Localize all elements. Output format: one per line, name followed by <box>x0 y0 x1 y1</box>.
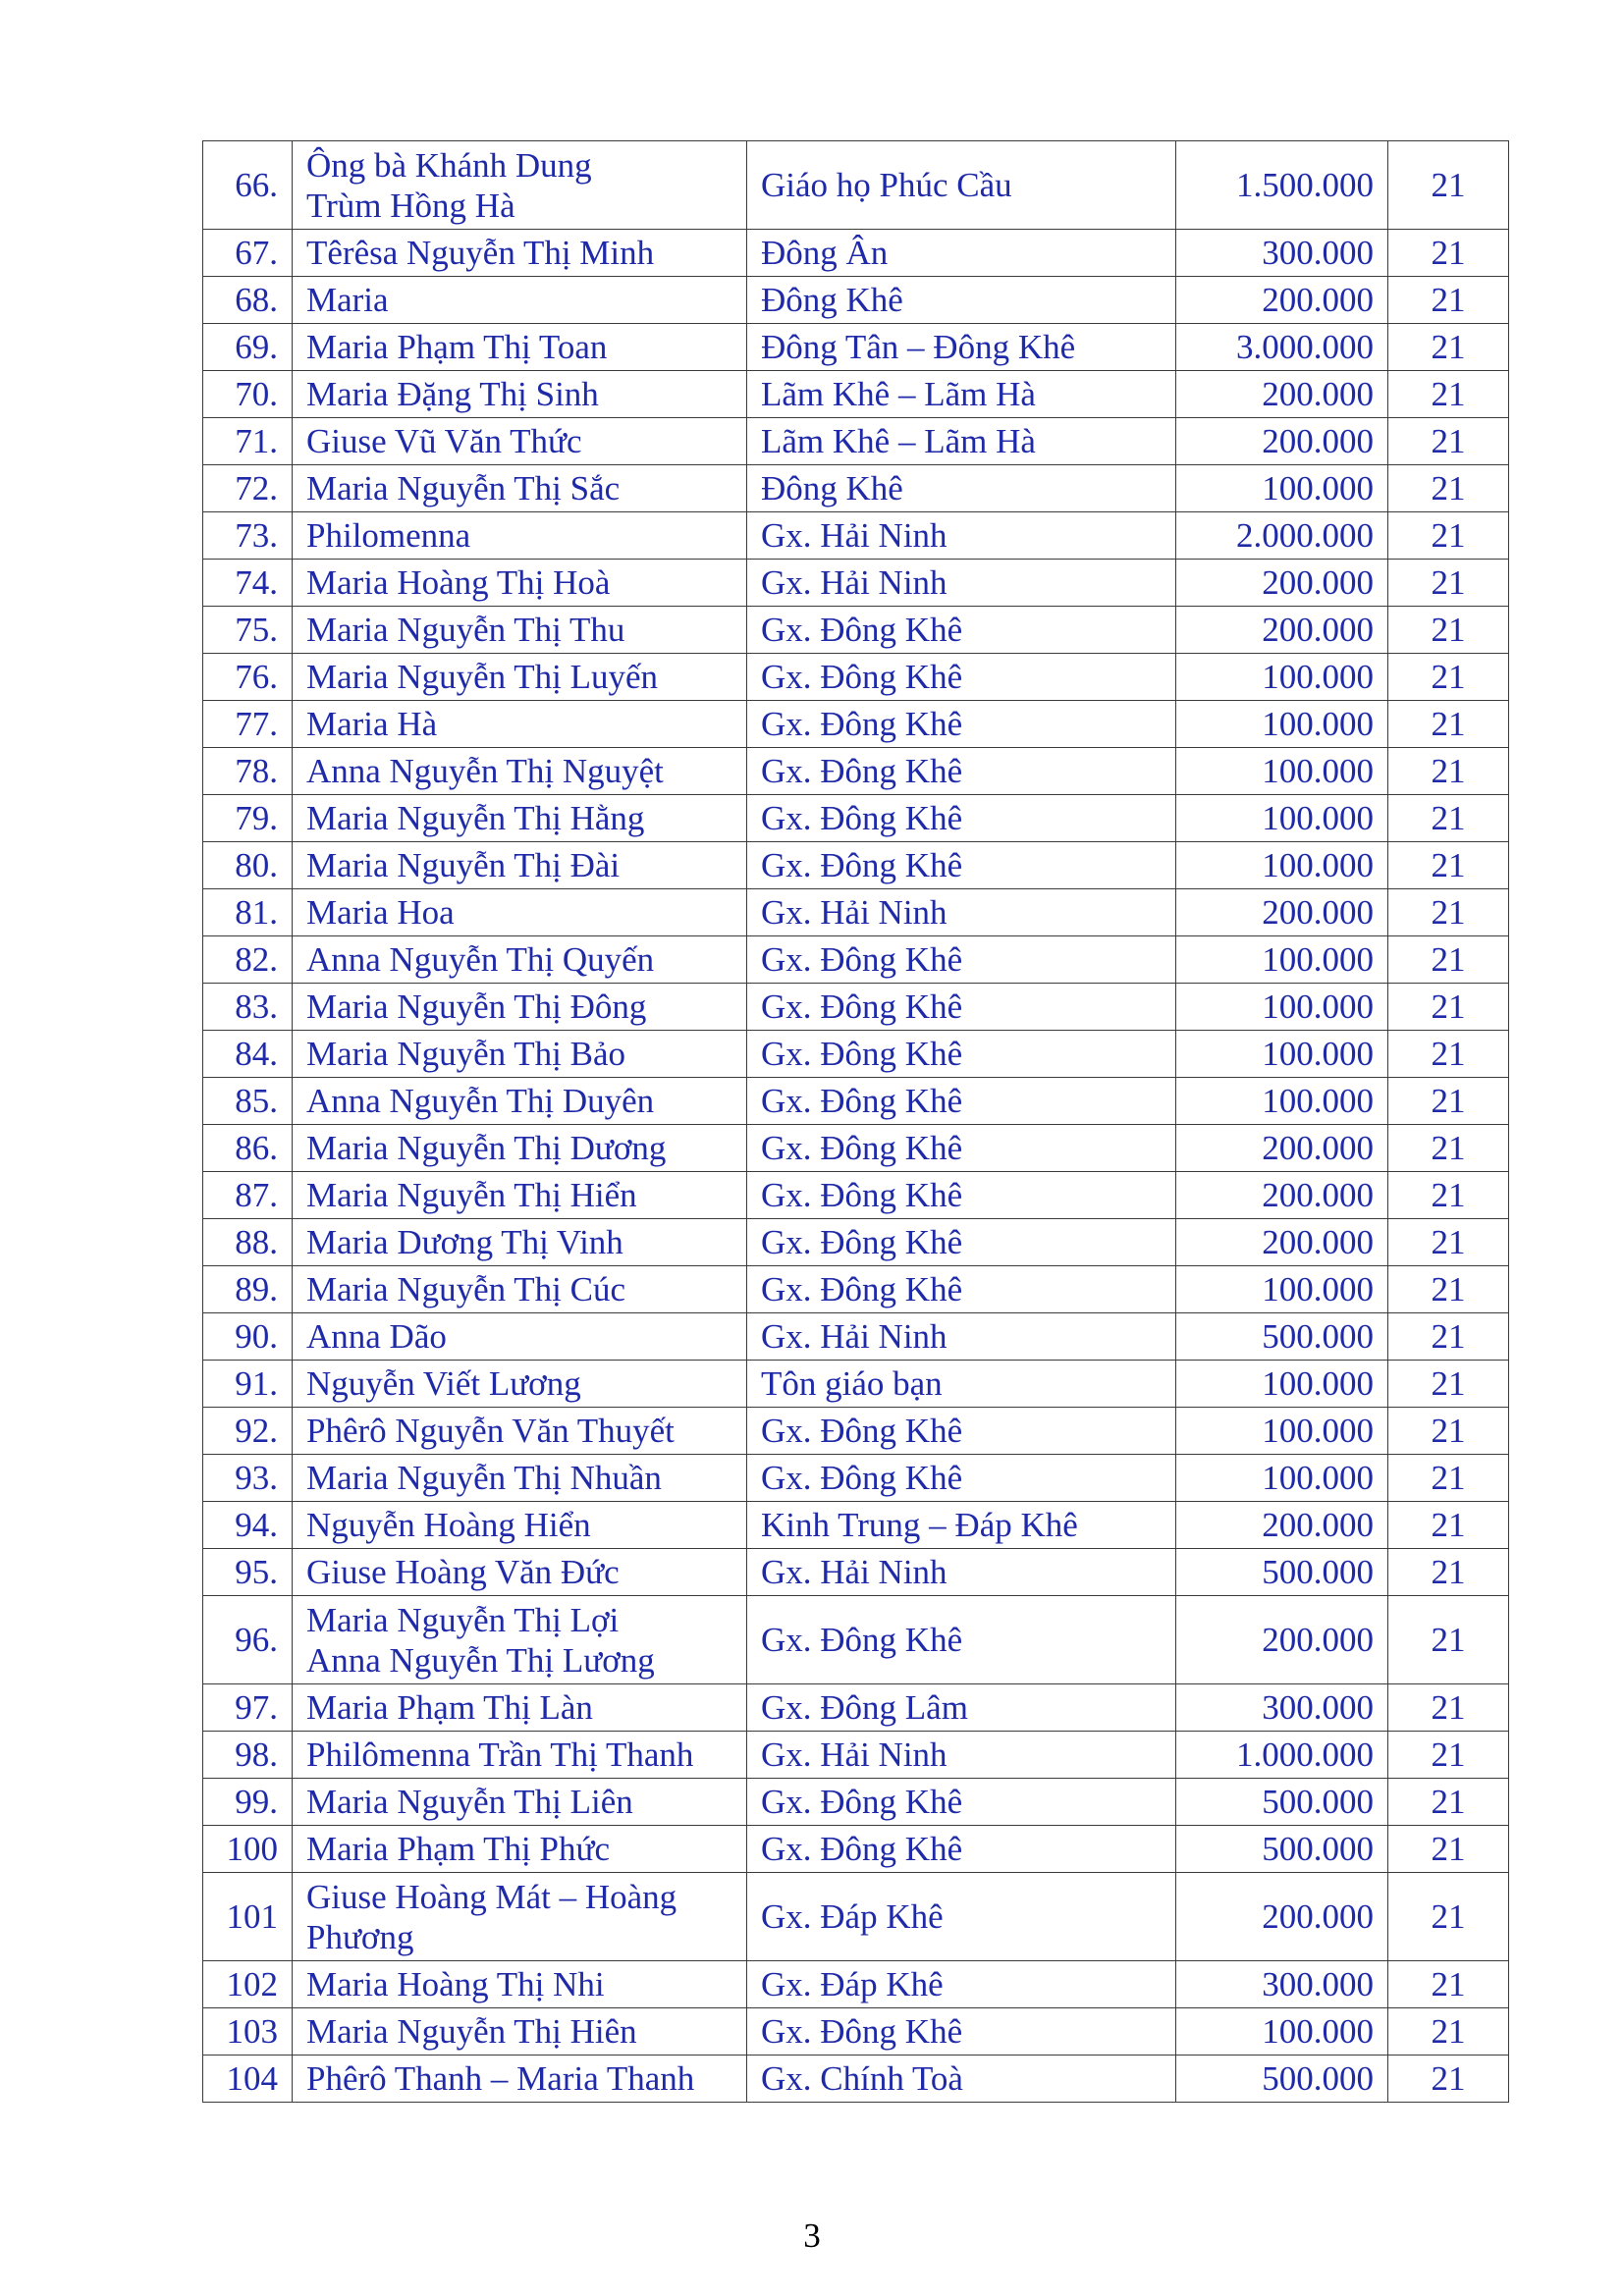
parish-cell: Gx. Chính Toà <box>747 2056 1176 2103</box>
code-cell: 21 <box>1388 607 1509 654</box>
amount-cell: 300.000 <box>1176 1684 1388 1732</box>
code-cell: 21 <box>1388 701 1509 748</box>
row-number-cell: 71. <box>203 418 293 465</box>
code-cell: 21 <box>1388 2056 1509 2103</box>
amount-cell: 100.000 <box>1176 1078 1388 1125</box>
table-row <box>203 1596 1509 1684</box>
row-number-cell: 100 <box>203 1826 293 1873</box>
code-cell: 21 <box>1388 1684 1509 1732</box>
code-cell: 21 <box>1388 795 1509 842</box>
amount-cell: 200.000 <box>1176 1219 1388 1266</box>
parish-cell: Gx. Đông Khê <box>747 607 1176 654</box>
code-cell: 21 <box>1388 984 1509 1031</box>
parish-cell: Đông Ân <box>747 230 1176 277</box>
donor-name-line: Anna Nguyễn Thị Duyên <box>306 1082 655 1120</box>
donor-name-cell <box>293 1361 747 1408</box>
table-row <box>203 1361 1509 1408</box>
amount-cell: 200.000 <box>1176 418 1388 465</box>
donor-name-cell <box>293 560 747 607</box>
donor-name-line: Têrêsa Nguyễn Thị Minh <box>306 234 655 272</box>
code-cell: 21 <box>1388 1172 1509 1219</box>
table-row <box>203 654 1509 701</box>
donor-name-cell <box>293 936 747 984</box>
donor-name-line: Nguyễn Viết Lương <box>306 1364 581 1403</box>
table-row <box>203 1313 1509 1361</box>
row-number-cell: 82. <box>203 936 293 984</box>
row-number-cell: 75. <box>203 607 293 654</box>
donation-table-body <box>203 141 1509 2103</box>
parish-cell: Gx. Đông Khê <box>747 1596 1176 1684</box>
parish-cell: Gx. Đông Lâm <box>747 1684 1176 1732</box>
code-cell: 21 <box>1388 512 1509 560</box>
code-cell: 21 <box>1388 324 1509 371</box>
parish-cell: Gx. Hải Ninh <box>747 889 1176 936</box>
parish-cell: Gx. Hải Ninh <box>747 1549 1176 1596</box>
code-cell: 21 <box>1388 1961 1509 2008</box>
donor-name-line: Anna Nguyễn Thị Nguyệt <box>306 752 664 790</box>
parish-cell: Gx. Hải Ninh <box>747 560 1176 607</box>
parish-cell: Đông Khê <box>747 277 1176 324</box>
row-number-cell: 90. <box>203 1313 293 1361</box>
parish-cell: Gx. Đông Khê <box>747 1031 1176 1078</box>
donor-name-cell <box>293 512 747 560</box>
code-cell: 21 <box>1388 418 1509 465</box>
table-row <box>203 1266 1509 1313</box>
donor-name-cell <box>293 1684 747 1732</box>
donor-name-line: Phương <box>306 1917 414 1956</box>
donor-name-cell <box>293 654 747 701</box>
table-row <box>203 1172 1509 1219</box>
parish-cell: Gx. Đông Khê <box>747 1266 1176 1313</box>
donor-name-cell <box>293 2056 747 2103</box>
donor-name-line: Maria Nguyễn Thị Đông <box>306 988 647 1026</box>
row-number-cell: 67. <box>203 230 293 277</box>
donor-name-line: Maria Nguyễn Thị Bảo <box>306 1035 625 1073</box>
donor-name-line: Nguyễn Hoàng Hiển <box>306 1506 591 1544</box>
code-cell: 21 <box>1388 371 1509 418</box>
amount-cell: 100.000 <box>1176 1408 1388 1455</box>
row-number-cell: 96. <box>203 1596 293 1684</box>
row-number-cell: 86. <box>203 1125 293 1172</box>
parish-cell: Gx. Đông Khê <box>747 1455 1176 1502</box>
code-cell: 21 <box>1388 1361 1509 1408</box>
row-number-cell: 85. <box>203 1078 293 1125</box>
parish-cell: Gx. Đông Khê <box>747 1078 1176 1125</box>
donor-name-line: Trùm Hồng Hà <box>306 186 515 225</box>
code-cell: 21 <box>1388 1549 1509 1596</box>
amount-cell: 200.000 <box>1176 889 1388 936</box>
donor-name-line: Philômenna Trần Thị Thanh <box>306 1735 694 1774</box>
donor-name-line: Anna Nguyễn Thị Quyến <box>306 940 655 979</box>
donation-table <box>202 140 1509 2103</box>
table-row <box>203 1684 1509 1732</box>
donor-name-cell <box>293 1125 747 1172</box>
row-number-cell: 102 <box>203 1961 293 2008</box>
donor-name-cell <box>293 418 747 465</box>
donor-name-line: Giuse Hoàng Văn Đức <box>306 1553 620 1591</box>
donor-name-cell <box>293 1502 747 1549</box>
parish-cell: Gx. Đông Khê <box>747 2008 1176 2056</box>
table-row <box>203 1219 1509 1266</box>
donor-name-line: Maria Nguyễn Thị Luyến <box>306 658 659 696</box>
code-cell: 21 <box>1388 1779 1509 1826</box>
parish-cell: Gx. Đông Khê <box>747 1219 1176 1266</box>
amount-cell: 200.000 <box>1176 1502 1388 1549</box>
row-number-cell: 81. <box>203 889 293 936</box>
donor-name-line: Maria Nguyễn Thị Liên <box>306 1783 633 1821</box>
table-row <box>203 984 1509 1031</box>
donor-name-cell <box>293 701 747 748</box>
table-row <box>203 1732 1509 1779</box>
table-row <box>203 1078 1509 1125</box>
parish-cell: Gx. Đông Khê <box>747 1826 1176 1873</box>
donor-name-cell <box>293 842 747 889</box>
parish-cell: Tôn giáo bạn <box>747 1361 1176 1408</box>
code-cell: 21 <box>1388 560 1509 607</box>
amount-cell: 200.000 <box>1176 607 1388 654</box>
amount-cell: 2.000.000 <box>1176 512 1388 560</box>
donor-name-cell <box>293 1732 747 1779</box>
donor-name-cell <box>293 984 747 1031</box>
parish-cell: Gx. Đông Khê <box>747 1172 1176 1219</box>
parish-cell: Lãm Khê – Lãm Hà <box>747 371 1176 418</box>
table-row <box>203 748 1509 795</box>
donor-name-cell <box>293 141 747 230</box>
donor-name-line: Maria Phạm Thị Làn <box>306 1688 593 1727</box>
row-number-cell: 77. <box>203 701 293 748</box>
table-row <box>203 230 1509 277</box>
donor-name-line: Maria Phạm Thị Toan <box>306 328 608 366</box>
row-number-cell: 83. <box>203 984 293 1031</box>
table-row <box>203 1961 1509 2008</box>
donor-name-cell <box>293 230 747 277</box>
amount-cell: 1.000.000 <box>1176 1732 1388 1779</box>
donor-name-line: Maria Hoàng Thị Hoà <box>306 563 611 602</box>
row-number-cell: 80. <box>203 842 293 889</box>
donor-name-line: Giuse Hoàng Mát – Hoàng <box>306 1877 677 1916</box>
row-number-cell: 103 <box>203 2008 293 2056</box>
table-row <box>203 324 1509 371</box>
row-number-cell: 92. <box>203 1408 293 1455</box>
donor-name-line: Giuse Vũ Văn Thức <box>306 422 582 460</box>
donor-name-line: Anna Dão <box>306 1317 447 1356</box>
amount-cell: 100.000 <box>1176 465 1388 512</box>
table-row <box>203 1502 1509 1549</box>
table-row <box>203 1031 1509 1078</box>
code-cell: 21 <box>1388 936 1509 984</box>
donor-name-cell <box>293 1031 747 1078</box>
donor-name-line: Maria Phạm Thị Phức <box>306 1830 610 1868</box>
table-row <box>203 1549 1509 1596</box>
donor-name-line: Maria Đặng Thị Sinh <box>306 375 599 413</box>
row-number-cell: 74. <box>203 560 293 607</box>
donor-name-cell <box>293 1172 747 1219</box>
parish-cell: Gx. Đông Khê <box>747 701 1176 748</box>
parish-cell: Gx. Đáp Khê <box>747 1961 1176 2008</box>
amount-cell: 100.000 <box>1176 654 1388 701</box>
donor-name-line: Maria Dương Thị Vinh <box>306 1223 623 1261</box>
donor-name-line: Maria Nguyễn Thị Dương <box>306 1129 667 1167</box>
amount-cell: 200.000 <box>1176 1172 1388 1219</box>
amount-cell: 500.000 <box>1176 1313 1388 1361</box>
row-number-cell: 95. <box>203 1549 293 1596</box>
code-cell: 21 <box>1388 2008 1509 2056</box>
row-number-cell: 88. <box>203 1219 293 1266</box>
code-cell: 21 <box>1388 1031 1509 1078</box>
parish-cell: Gx. Hải Ninh <box>747 1732 1176 1779</box>
row-number-cell: 70. <box>203 371 293 418</box>
table-row <box>203 1826 1509 1873</box>
donor-name-line: Maria Nguyễn Thị Thu <box>306 611 625 649</box>
amount-cell: 500.000 <box>1176 1826 1388 1873</box>
donor-name-line: Maria Nguyễn Thị Hiển <box>306 1176 637 1214</box>
parish-cell: Giáo họ Phúc Cầu <box>747 141 1176 230</box>
parish-cell: Gx. Đông Khê <box>747 1408 1176 1455</box>
donor-name-cell <box>293 748 747 795</box>
donor-name-cell <box>293 371 747 418</box>
table-row <box>203 2056 1509 2103</box>
row-number-cell: 73. <box>203 512 293 560</box>
code-cell: 21 <box>1388 1408 1509 1455</box>
table-row <box>203 842 1509 889</box>
amount-cell: 100.000 <box>1176 1455 1388 1502</box>
code-cell: 21 <box>1388 889 1509 936</box>
code-cell: 21 <box>1388 748 1509 795</box>
donor-name-line: Maria <box>306 281 389 319</box>
donor-name-cell <box>293 1826 747 1873</box>
amount-cell: 100.000 <box>1176 701 1388 748</box>
table-row <box>203 889 1509 936</box>
table-row <box>203 465 1509 512</box>
donor-name-cell <box>293 1873 747 1961</box>
donor-name-line: Maria Nguyễn Thị Đài <box>306 846 621 884</box>
table-row <box>203 277 1509 324</box>
parish-cell: Đông Tân – Đông Khê <box>747 324 1176 371</box>
parish-cell: Gx. Đông Khê <box>747 748 1176 795</box>
row-number-cell: 91. <box>203 1361 293 1408</box>
amount-cell: 1.500.000 <box>1176 141 1388 230</box>
row-number-cell: 66. <box>203 141 293 230</box>
page-number: 3 <box>803 2216 821 2255</box>
table-row <box>203 141 1509 230</box>
amount-cell: 200.000 <box>1176 1596 1388 1684</box>
row-number-cell: 76. <box>203 654 293 701</box>
donor-name-line: Maria Nguyễn Thị Lợi <box>306 1600 620 1639</box>
row-number-cell: 78. <box>203 748 293 795</box>
donor-name-line: Maria Nguyễn Thị Cúc <box>306 1270 625 1308</box>
code-cell: 21 <box>1388 230 1509 277</box>
donor-name-line: Phêrô Nguyễn Văn Thuyết <box>306 1412 675 1450</box>
table-row <box>203 371 1509 418</box>
amount-cell: 200.000 <box>1176 1125 1388 1172</box>
amount-cell: 100.000 <box>1176 842 1388 889</box>
amount-cell: 100.000 <box>1176 795 1388 842</box>
donor-name-line: Anna Nguyễn Thị Lương <box>306 1640 655 1680</box>
donor-name-line: Ông bà Khánh Dung <box>306 145 592 185</box>
amount-cell: 500.000 <box>1176 2056 1388 2103</box>
donor-name-line: Philomenna <box>306 516 471 555</box>
donor-name-cell <box>293 1266 747 1313</box>
code-cell: 21 <box>1388 654 1509 701</box>
code-cell: 21 <box>1388 1266 1509 1313</box>
donor-name-cell <box>293 607 747 654</box>
row-number-cell: 97. <box>203 1684 293 1732</box>
code-cell: 21 <box>1388 141 1509 230</box>
code-cell: 21 <box>1388 1313 1509 1361</box>
donor-name-line: Maria Nguyễn Thị Hiên <box>306 2012 637 2051</box>
parish-cell: Gx. Đông Khê <box>747 1779 1176 1826</box>
donor-name-cell <box>293 889 747 936</box>
donor-name-cell <box>293 2008 747 2056</box>
amount-cell: 3.000.000 <box>1176 324 1388 371</box>
amount-cell: 100.000 <box>1176 1266 1388 1313</box>
donor-name-cell <box>293 277 747 324</box>
table-row <box>203 701 1509 748</box>
donor-name-cell <box>293 324 747 371</box>
parish-cell: Gx. Đông Khê <box>747 842 1176 889</box>
amount-cell: 200.000 <box>1176 560 1388 607</box>
table-row <box>203 560 1509 607</box>
table-row <box>203 936 1509 984</box>
row-number-cell: 87. <box>203 1172 293 1219</box>
donor-name-cell <box>293 1078 747 1125</box>
donor-name-cell <box>293 1549 747 1596</box>
parish-cell: Gx. Đáp Khê <box>747 1873 1176 1961</box>
table-row <box>203 1125 1509 1172</box>
donor-name-cell <box>293 465 747 512</box>
code-cell: 21 <box>1388 1596 1509 1684</box>
code-cell: 21 <box>1388 1826 1509 1873</box>
row-number-cell: 104 <box>203 2056 293 2103</box>
row-number-cell: 72. <box>203 465 293 512</box>
row-number-cell: 84. <box>203 1031 293 1078</box>
table-row <box>203 1779 1509 1826</box>
donor-name-cell <box>293 795 747 842</box>
donor-name-cell <box>293 1779 747 1826</box>
code-cell: 21 <box>1388 277 1509 324</box>
amount-cell: 500.000 <box>1176 1779 1388 1826</box>
code-cell: 21 <box>1388 1219 1509 1266</box>
table-row <box>203 607 1509 654</box>
amount-cell: 100.000 <box>1176 2008 1388 2056</box>
amount-cell: 200.000 <box>1176 371 1388 418</box>
donor-name-line: Maria Hoàng Thị Nhi <box>306 1965 605 2003</box>
amount-cell: 200.000 <box>1176 277 1388 324</box>
amount-cell: 100.000 <box>1176 1361 1388 1408</box>
amount-cell: 500.000 <box>1176 1549 1388 1596</box>
amount-cell: 200.000 <box>1176 1873 1388 1961</box>
parish-cell: Kinh Trung – Đáp Khê <box>747 1502 1176 1549</box>
amount-cell: 300.000 <box>1176 1961 1388 2008</box>
row-number-cell: 79. <box>203 795 293 842</box>
row-number-cell: 98. <box>203 1732 293 1779</box>
table-row <box>203 1455 1509 1502</box>
row-number-cell: 99. <box>203 1779 293 1826</box>
parish-cell: Gx. Hải Ninh <box>747 512 1176 560</box>
parish-cell: Gx. Đông Khê <box>747 936 1176 984</box>
code-cell: 21 <box>1388 465 1509 512</box>
donor-name-cell <box>293 1596 747 1684</box>
donor-name-cell <box>293 1219 747 1266</box>
row-number-cell: 93. <box>203 1455 293 1502</box>
amount-cell: 100.000 <box>1176 984 1388 1031</box>
table-row <box>203 418 1509 465</box>
row-number-cell: 94. <box>203 1502 293 1549</box>
code-cell: 21 <box>1388 1732 1509 1779</box>
amount-cell: 100.000 <box>1176 1031 1388 1078</box>
row-number-cell: 89. <box>203 1266 293 1313</box>
donor-name-line: Maria Nguyễn Thị Sắc <box>306 469 621 507</box>
table-row <box>203 795 1509 842</box>
amount-cell: 100.000 <box>1176 748 1388 795</box>
parish-cell: Lãm Khê – Lãm Hà <box>747 418 1176 465</box>
row-number-cell: 69. <box>203 324 293 371</box>
donor-name-cell <box>293 1455 747 1502</box>
amount-cell: 300.000 <box>1176 230 1388 277</box>
code-cell: 21 <box>1388 1873 1509 1961</box>
donor-name-line: Maria Hà <box>306 705 438 743</box>
donor-name-cell <box>293 1313 747 1361</box>
table-row <box>203 1408 1509 1455</box>
code-cell: 21 <box>1388 1078 1509 1125</box>
parish-cell: Gx. Đông Khê <box>747 1125 1176 1172</box>
table-row <box>203 2008 1509 2056</box>
donor-name-line: Phêrô Thanh – Maria Thanh <box>306 2059 695 2098</box>
parish-cell: Đông Khê <box>747 465 1176 512</box>
parish-cell: Gx. Đông Khê <box>747 984 1176 1031</box>
parish-cell: Gx. Hải Ninh <box>747 1313 1176 1361</box>
code-cell: 21 <box>1388 1502 1509 1549</box>
donor-name-line: Maria Nguyễn Thị Hằng <box>306 799 645 837</box>
parish-cell: Gx. Đông Khê <box>747 795 1176 842</box>
row-number-cell: 101 <box>203 1873 293 1961</box>
parish-cell: Gx. Đông Khê <box>747 654 1176 701</box>
donor-name-line: Maria Hoa <box>306 893 455 932</box>
table-row <box>203 1873 1509 1961</box>
donor-name-cell <box>293 1961 747 2008</box>
donor-name-cell <box>293 1408 747 1455</box>
amount-cell: 100.000 <box>1176 936 1388 984</box>
code-cell: 21 <box>1388 1455 1509 1502</box>
donor-name-line: Maria Nguyễn Thị Nhuần <box>306 1459 662 1497</box>
table-row <box>203 512 1509 560</box>
code-cell: 21 <box>1388 842 1509 889</box>
row-number-cell: 68. <box>203 277 293 324</box>
code-cell: 21 <box>1388 1125 1509 1172</box>
